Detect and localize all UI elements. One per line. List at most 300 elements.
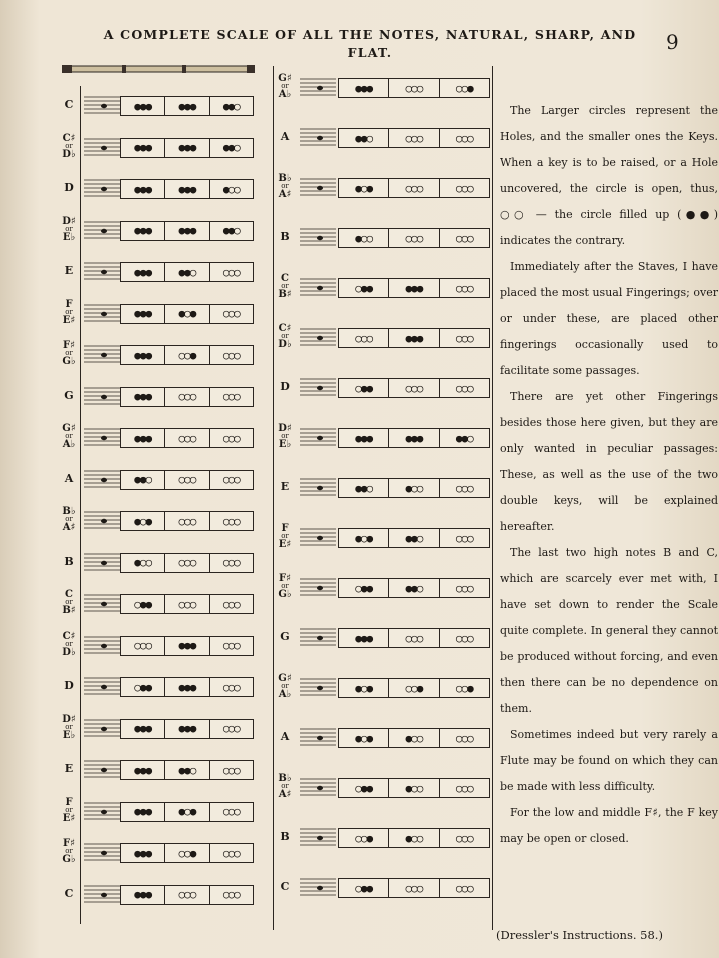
note-name: E♭ bbox=[62, 729, 76, 741]
fingering-hole-group: ●●● bbox=[121, 429, 165, 447]
note-name: E bbox=[280, 480, 290, 493]
note-name: F bbox=[281, 523, 289, 534]
music-staff bbox=[84, 385, 120, 407]
fingering-hole-group: ●○● bbox=[165, 305, 209, 323]
fingering-hole-group: ○○○ bbox=[222, 639, 240, 652]
note-name: F♯ bbox=[63, 340, 75, 351]
fingering-hole-group: ●●○ bbox=[339, 129, 389, 147]
fingering-chart bbox=[338, 178, 490, 198]
fingering-hole-group: ●●○ bbox=[222, 99, 240, 113]
note-name: D♭ bbox=[62, 646, 76, 658]
or-text: or bbox=[65, 307, 73, 316]
note-label bbox=[272, 381, 298, 393]
fingering-chart bbox=[120, 179, 254, 199]
fingering-hole-group: ○○● bbox=[165, 844, 209, 862]
explanation-paragraph: For the low and middle F♯, the F key may be open or closed. bbox=[500, 806, 718, 845]
explanation-paragraph: Immediately after the Staves, I have placed the most usual Fingerings; over or under these, are placed other fingerings occasionally used to facilitate some passages. bbox=[500, 260, 718, 377]
fingering-hole-group: ●●○ bbox=[165, 761, 209, 779]
fingering-hole-group: ○○○ bbox=[455, 881, 473, 895]
fingering-hole-group: ●●● bbox=[121, 180, 165, 198]
footer-citation: (Dressler's Instructions. 58.) bbox=[496, 928, 663, 942]
flute-illustration bbox=[62, 62, 257, 76]
fingering-hole-group: ○○○ bbox=[389, 879, 439, 897]
or-text: or bbox=[65, 639, 73, 648]
note-name: B bbox=[280, 230, 290, 243]
fingering-hole-group: ○○○ bbox=[455, 281, 473, 295]
fingering-hole-group: ○○○ bbox=[455, 531, 473, 545]
fingering-hole-group: ●●● bbox=[121, 305, 165, 323]
fingering-hole-group: ○○○ bbox=[455, 381, 473, 395]
fingering-chart bbox=[120, 719, 254, 739]
note-name: B♭ bbox=[278, 773, 292, 784]
note-name: G♯ bbox=[62, 423, 76, 434]
note-name: C bbox=[64, 98, 74, 111]
music-staff bbox=[300, 776, 336, 798]
note-label bbox=[272, 174, 298, 199]
fingering-hole-group: ○○○ bbox=[222, 348, 240, 362]
note-name: D♯ bbox=[278, 423, 292, 434]
fingering-hole-group: ●○○ bbox=[339, 229, 389, 247]
note-name: C bbox=[280, 880, 290, 893]
or-text: or bbox=[281, 532, 289, 540]
fingering-hole-group: ○●● bbox=[339, 879, 389, 897]
fingering-chart bbox=[338, 378, 490, 398]
note-name: E♯ bbox=[62, 314, 76, 326]
fingering-hole-group: ○○○ bbox=[222, 805, 240, 818]
or-text: or bbox=[65, 432, 73, 440]
note-label bbox=[56, 99, 82, 111]
note-label bbox=[272, 674, 298, 699]
fingering-hole-group: ○○○ bbox=[165, 886, 209, 904]
note-label bbox=[56, 390, 82, 402]
note-label bbox=[56, 265, 82, 277]
right-column-divider bbox=[492, 66, 493, 930]
fingering-hole-group: ●●○ bbox=[455, 431, 473, 445]
or-text: or bbox=[65, 805, 73, 814]
fingering-chart bbox=[338, 578, 490, 598]
fingering-hole-group: ○●● bbox=[121, 678, 165, 696]
note-label bbox=[272, 631, 298, 643]
fingering-hole-group: ○○○ bbox=[165, 429, 209, 447]
note-name: G bbox=[64, 388, 74, 402]
fingering-hole-group: ○○○ bbox=[389, 629, 439, 647]
fingering-hole-group: ●●● bbox=[339, 629, 389, 647]
fingering-hole-group: ○○○ bbox=[222, 597, 240, 611]
explanation-paragraph: The Larger circles represent the Holes, and the smaller ones the Keys. When a key is to be raised, or a Hole uncovered, the circle is open, thus, ○○ — the circle filled up (●●) indicates the contrary. bbox=[500, 104, 718, 247]
fingering-hole-group: ○○○ bbox=[455, 631, 473, 645]
fingering-hole-group: ○○○ bbox=[165, 512, 209, 530]
note-name: C bbox=[64, 886, 74, 900]
note-label bbox=[56, 424, 82, 449]
note-name: D♯ bbox=[62, 215, 76, 227]
music-staff bbox=[84, 136, 120, 158]
fingering-hole-group: ●●● bbox=[339, 429, 389, 447]
music-staff bbox=[300, 376, 336, 398]
note-name: B♯ bbox=[278, 289, 292, 300]
note-name: G♭ bbox=[62, 356, 76, 367]
fingering-hole-group: ●●● bbox=[165, 637, 209, 655]
fingering-chart bbox=[338, 428, 490, 448]
fingering-hole-group: ○○○ bbox=[389, 129, 439, 147]
music-staff bbox=[300, 826, 336, 848]
note-name: G♯ bbox=[278, 73, 292, 84]
note-label bbox=[272, 481, 298, 493]
fingering-hole-group: ○○● bbox=[165, 346, 209, 364]
note-name: D bbox=[64, 181, 74, 194]
fingering-chart bbox=[338, 628, 490, 648]
fingering-hole-group: ●●● bbox=[121, 720, 165, 738]
note-name: A♭ bbox=[278, 89, 292, 100]
or-text: or bbox=[281, 332, 289, 340]
note-label bbox=[272, 831, 298, 843]
or-text: or bbox=[281, 182, 289, 190]
note-name: C♯ bbox=[278, 323, 292, 334]
explanation-paragraph: The last two high notes B and C, which are scarcely ever met with, I have set down to render the Scale quite complete. In general they cannot be produced without forcing, and even then there can be no dependence on them. bbox=[500, 546, 718, 715]
fingering-chart bbox=[120, 594, 254, 614]
note-label bbox=[272, 774, 298, 799]
note-label bbox=[56, 632, 82, 657]
note-label bbox=[272, 324, 298, 349]
fingering-chart bbox=[338, 78, 490, 98]
fingering-hole-group: ●○○ bbox=[121, 554, 165, 572]
fingering-chart bbox=[338, 678, 490, 698]
fingering-hole-group: ○○● bbox=[455, 81, 473, 95]
note-label bbox=[56, 134, 82, 159]
fingering-hole-group: ●○● bbox=[339, 729, 389, 747]
title-line-1: A COMPLETE SCALE OF ALL THE NOTES, NATURAL, SHARP, AND bbox=[103, 27, 637, 42]
fingering-hole-group: ●○● bbox=[339, 529, 389, 547]
music-staff bbox=[300, 576, 336, 598]
fingering-hole-group: ○○○ bbox=[455, 831, 473, 845]
note-name: F bbox=[65, 298, 73, 310]
or-text: or bbox=[281, 782, 289, 790]
note-label bbox=[56, 839, 82, 864]
music-staff bbox=[300, 226, 336, 248]
music-staff bbox=[300, 76, 336, 98]
fingering-hole-group: ●●○ bbox=[222, 141, 240, 154]
fingering-chart bbox=[120, 760, 254, 780]
or-text: or bbox=[65, 141, 73, 150]
note-name: A bbox=[280, 130, 290, 143]
fingering-hole-group: ○○○ bbox=[389, 79, 439, 97]
fingering-chart bbox=[338, 828, 490, 848]
fingering-hole-group: ○○○ bbox=[339, 329, 389, 347]
fingering-chart bbox=[338, 878, 490, 898]
fingering-hole-group: ●●● bbox=[121, 388, 165, 406]
music-staff bbox=[300, 326, 336, 348]
note-name: G♭ bbox=[278, 589, 292, 600]
fingering-hole-group: ○○○ bbox=[455, 181, 473, 195]
fingering-chart bbox=[120, 387, 254, 407]
fingering-hole-group: ●○○ bbox=[389, 779, 439, 797]
note-name: G♭ bbox=[62, 854, 76, 865]
explanation-text bbox=[500, 98, 718, 852]
fingering-hole-group: ○●● bbox=[339, 279, 389, 297]
fingering-hole-group: ●●● bbox=[165, 720, 209, 738]
fingering-hole-group: ●●○ bbox=[389, 529, 439, 547]
note-name: C♯ bbox=[62, 630, 76, 642]
note-name: A bbox=[64, 471, 74, 485]
note-label bbox=[56, 763, 82, 775]
fingering-hole-group: ○○○ bbox=[389, 379, 439, 397]
fingering-hole-group: ○○● bbox=[455, 681, 473, 695]
note-label bbox=[272, 231, 298, 243]
note-name: A♭ bbox=[278, 689, 292, 700]
note-name: A♯ bbox=[278, 789, 292, 800]
note-label bbox=[272, 424, 298, 449]
music-staff bbox=[84, 800, 120, 822]
note-name: E♭ bbox=[278, 439, 292, 450]
note-name: E bbox=[64, 762, 74, 775]
fingering-hole-group: ●●● bbox=[165, 97, 209, 115]
note-label bbox=[56, 680, 82, 692]
fingering-chart bbox=[120, 636, 254, 656]
note-name: A bbox=[280, 730, 290, 743]
note-label bbox=[272, 524, 298, 549]
note-label bbox=[56, 300, 82, 325]
fingering-hole-group: ○○○ bbox=[222, 846, 240, 860]
note-label bbox=[272, 881, 298, 893]
fingering-hole-group: ○○○ bbox=[222, 680, 240, 694]
or-text: or bbox=[281, 82, 289, 90]
note-name: D♭ bbox=[278, 339, 292, 350]
note-name: D bbox=[64, 679, 74, 692]
fingering-hole-group: ○○○ bbox=[222, 722, 240, 735]
fingering-hole-group: ●●● bbox=[165, 180, 209, 198]
note-label bbox=[56, 182, 82, 194]
fingering-hole-group: ●○○ bbox=[389, 829, 439, 847]
note-label bbox=[272, 74, 298, 99]
fingering-chart bbox=[120, 345, 254, 365]
fingering-chart bbox=[120, 138, 254, 158]
fingering-hole-group: ○○○ bbox=[222, 473, 240, 486]
fingering-hole-group: ●●● bbox=[121, 222, 165, 240]
fingering-hole-group: ●○● bbox=[165, 803, 209, 821]
note-name: E♯ bbox=[62, 812, 76, 824]
fingering-hole-group: ●●○ bbox=[389, 579, 439, 597]
music-staff bbox=[84, 94, 120, 116]
fingering-hole-group: ●○○ bbox=[389, 729, 439, 747]
music-staff bbox=[84, 675, 120, 697]
music-staff bbox=[300, 726, 336, 748]
fingering-hole-group: ○○● bbox=[339, 829, 389, 847]
or-text: or bbox=[65, 349, 73, 357]
fingering-hole-group: ○●● bbox=[339, 779, 389, 797]
page-number: 9 bbox=[666, 30, 679, 54]
music-staff bbox=[84, 883, 120, 905]
fingering-hole-group: ●●● bbox=[121, 844, 165, 862]
music-staff bbox=[300, 426, 336, 448]
fingering-hole-group: ○○○ bbox=[165, 554, 209, 572]
fingering-chart bbox=[120, 802, 254, 822]
note-name: F bbox=[65, 796, 73, 808]
fingering-hole-group: ●○○ bbox=[222, 182, 240, 196]
music-staff bbox=[84, 343, 120, 365]
note-label bbox=[56, 590, 82, 615]
note-label bbox=[56, 798, 82, 823]
fingering-hole-group: ●○○ bbox=[389, 479, 439, 497]
fingering-hole-group: ○○○ bbox=[222, 265, 240, 279]
fingering-hole-group: ○○○ bbox=[222, 307, 240, 320]
or-text: or bbox=[281, 582, 289, 590]
music-staff bbox=[300, 176, 336, 198]
note-name: B♭ bbox=[278, 173, 292, 184]
music-staff bbox=[84, 260, 120, 282]
fingering-hole-group: ○○○ bbox=[165, 471, 209, 489]
fingering-hole-group: ●○● bbox=[339, 179, 389, 197]
fingering-hole-group: ○○○ bbox=[455, 731, 473, 745]
fingering-hole-group: ●●● bbox=[121, 886, 165, 904]
fingering-hole-group: ○○○ bbox=[121, 637, 165, 655]
fingering-hole-group: ○○○ bbox=[389, 229, 439, 247]
fingering-hole-group: ●●● bbox=[121, 97, 165, 115]
fingering-chart bbox=[120, 511, 254, 531]
fingering-chart bbox=[338, 228, 490, 248]
fingering-chart bbox=[120, 96, 254, 116]
note-name: B♭ bbox=[62, 506, 76, 517]
note-label bbox=[272, 731, 298, 743]
fingering-hole-group: ●○● bbox=[121, 512, 165, 530]
fingering-chart bbox=[120, 221, 254, 241]
title-line-2: FLAT. bbox=[347, 45, 393, 60]
explanation-paragraph: Sometimes indeed but very rarely a Flute may be found on which they can be made with less difficulty. bbox=[500, 728, 718, 793]
fingering-chart bbox=[120, 885, 254, 905]
fingering-hole-group: ●●○ bbox=[165, 263, 209, 281]
fingering-chart bbox=[338, 778, 490, 798]
fingering-hole-group: ●●● bbox=[339, 79, 389, 97]
note-label bbox=[56, 715, 82, 740]
note-label bbox=[56, 888, 82, 900]
note-label bbox=[272, 574, 298, 599]
note-name: A♯ bbox=[278, 189, 292, 200]
fingering-hole-group: ○○○ bbox=[455, 481, 473, 495]
note-name: E bbox=[64, 264, 74, 277]
fingering-hole-group: ○○○ bbox=[222, 888, 240, 901]
note-label bbox=[272, 131, 298, 143]
fingering-hole-group: ○○○ bbox=[455, 581, 473, 595]
fingering-hole-group: ○○○ bbox=[455, 331, 473, 345]
note-label bbox=[56, 507, 82, 532]
note-label bbox=[56, 341, 82, 366]
music-staff bbox=[300, 276, 336, 298]
or-text: or bbox=[281, 282, 289, 290]
fingering-hole-group: ●●● bbox=[165, 678, 209, 696]
fingering-hole-group: ○○○ bbox=[222, 431, 240, 445]
fingering-hole-group: ○●● bbox=[121, 595, 165, 613]
fingering-hole-group: ●●○ bbox=[222, 224, 240, 237]
music-staff bbox=[300, 126, 336, 148]
fingering-chart bbox=[338, 528, 490, 548]
fingering-hole-group: ○○○ bbox=[455, 231, 473, 245]
fingering-hole-group: ○○● bbox=[389, 679, 439, 697]
fingering-hole-group: ○○○ bbox=[222, 390, 240, 403]
music-staff bbox=[84, 219, 120, 241]
fingering-hole-group: ○○○ bbox=[455, 781, 473, 795]
or-text: or bbox=[65, 224, 73, 233]
note-name: B bbox=[64, 554, 74, 568]
note-name: E♭ bbox=[62, 231, 76, 243]
fingering-hole-group: ●●● bbox=[121, 346, 165, 364]
fingering-hole-group: ●●○ bbox=[121, 471, 165, 489]
note-name: C♯ bbox=[62, 132, 76, 144]
or-text: or bbox=[65, 722, 73, 731]
fingering-hole-group: ○○○ bbox=[389, 179, 439, 197]
fingering-hole-group: ●●● bbox=[121, 803, 165, 821]
fingering-chart bbox=[120, 843, 254, 863]
fingering-hole-group: ●●● bbox=[121, 263, 165, 281]
music-staff bbox=[300, 676, 336, 698]
note-name: E♯ bbox=[278, 539, 292, 550]
fingering-chart bbox=[338, 478, 490, 498]
fingering-hole-group: ●●● bbox=[165, 139, 209, 157]
fingering-chart bbox=[338, 328, 490, 348]
fingering-hole-group: ○○○ bbox=[222, 763, 240, 777]
fingering-hole-group: ●●● bbox=[165, 222, 209, 240]
fingering-hole-group: ●●● bbox=[389, 279, 439, 297]
note-name: A♭ bbox=[62, 439, 76, 450]
fingering-hole-group: ●●● bbox=[121, 761, 165, 779]
music-staff bbox=[300, 626, 336, 648]
note-name: F♯ bbox=[279, 573, 291, 584]
fingering-hole-group: ○●● bbox=[339, 379, 389, 397]
fingering-hole-group: ●●○ bbox=[339, 479, 389, 497]
note-label bbox=[56, 556, 82, 568]
fingering-hole-group: ○○○ bbox=[222, 514, 240, 528]
music-staff bbox=[84, 551, 120, 573]
fingering-chart bbox=[120, 677, 254, 697]
note-name: D bbox=[280, 380, 290, 393]
fingering-hole-group: ○●● bbox=[339, 579, 389, 597]
note-name: B bbox=[280, 830, 290, 843]
note-name: B♯ bbox=[62, 605, 76, 616]
music-staff bbox=[84, 302, 120, 324]
note-name: C bbox=[65, 589, 73, 600]
fingering-hole-group: ●○● bbox=[339, 679, 389, 697]
fingering-hole-group: ○○○ bbox=[165, 388, 209, 406]
note-name: A♯ bbox=[62, 522, 76, 533]
music-staff bbox=[84, 426, 120, 448]
music-staff bbox=[84, 592, 120, 614]
fingering-chart bbox=[120, 470, 254, 490]
music-staff bbox=[84, 841, 120, 863]
or-text: or bbox=[65, 515, 73, 523]
fingering-chart bbox=[120, 428, 254, 448]
fingering-chart bbox=[338, 278, 490, 298]
note-label bbox=[272, 274, 298, 299]
fingering-chart bbox=[338, 128, 490, 148]
note-label bbox=[56, 217, 82, 242]
note-name: G bbox=[280, 630, 290, 643]
fingering-hole-group: ○○○ bbox=[165, 595, 209, 613]
or-text: or bbox=[281, 682, 289, 690]
fingering-hole-group: ●●● bbox=[389, 429, 439, 447]
music-staff bbox=[84, 634, 120, 656]
fingering-hole-group: ○○○ bbox=[222, 556, 240, 569]
music-staff bbox=[84, 758, 120, 780]
fingering-hole-group: ●●● bbox=[389, 329, 439, 347]
music-staff bbox=[300, 526, 336, 548]
page-title bbox=[70, 26, 670, 62]
or-text: or bbox=[281, 432, 289, 440]
note-label bbox=[56, 473, 82, 485]
music-staff bbox=[84, 177, 120, 199]
note-name: G♯ bbox=[278, 673, 292, 684]
fingering-chart bbox=[120, 262, 254, 282]
music-staff bbox=[84, 509, 120, 531]
fingering-chart bbox=[338, 728, 490, 748]
note-name: D♯ bbox=[62, 713, 76, 725]
note-name: F♯ bbox=[63, 838, 75, 849]
